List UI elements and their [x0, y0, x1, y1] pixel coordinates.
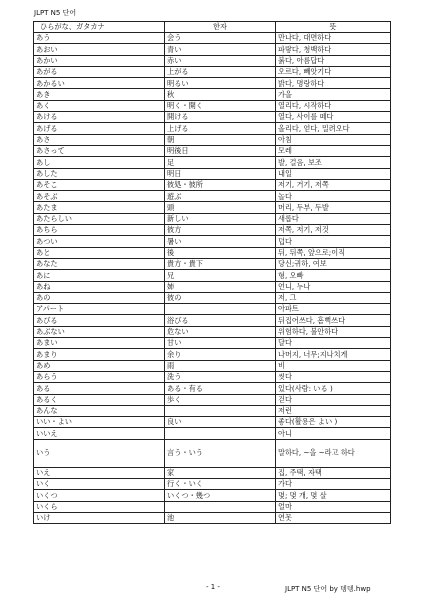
cell-meaning: 걷다 — [276, 394, 391, 405]
cell-kana: あかるい — [34, 78, 165, 89]
column-header-kanji: 한자 — [165, 22, 276, 33]
table-row — [34, 512, 391, 523]
cell-meaning: 파랗다, 청백하다 — [276, 44, 391, 55]
cell-meaning: 말하다, ~을 ~라고 하다 — [276, 439, 391, 467]
cell-meaning: 열리다, 시작하다 — [276, 100, 391, 111]
cell-kana: いくら — [34, 501, 165, 512]
cell-kana: あう — [34, 33, 165, 44]
table-row — [34, 191, 391, 202]
cell-kanji: 頭 — [165, 202, 276, 213]
table-row — [34, 247, 391, 258]
cell-kana: いい・よい — [34, 417, 165, 428]
cell-meaning: 얼마 — [276, 501, 391, 512]
cell-meaning: 아침 — [276, 134, 391, 145]
cell-meaning: 놀다 — [276, 191, 391, 202]
page-number: - 1 - — [206, 583, 220, 591]
cell-kanji: 良い — [165, 417, 276, 428]
table-row — [34, 417, 391, 428]
table-row — [34, 213, 391, 224]
table-row — [34, 55, 391, 66]
cell-meaning: 저쪽, 저기, 저것 — [276, 225, 391, 236]
cell-kanji: 会う — [165, 33, 276, 44]
table-row — [34, 123, 391, 134]
cell-kanji: 雨 — [165, 360, 276, 371]
table-row — [34, 371, 391, 382]
table-row — [34, 405, 391, 416]
cell-kanji: 家 — [165, 467, 276, 478]
cell-kana: あたらしい — [34, 213, 165, 224]
column-header-meaning: 뜻 — [276, 22, 391, 33]
table-row — [34, 338, 391, 349]
table-row — [34, 467, 391, 478]
cell-kana: あげる — [34, 123, 165, 134]
cell-kana: あく — [34, 100, 165, 111]
table-row — [34, 258, 391, 269]
cell-kana: あさ — [34, 134, 165, 145]
vocabulary-table — [33, 21, 391, 524]
cell-kana: いくつ — [34, 490, 165, 501]
table-row — [34, 66, 391, 77]
table-row — [34, 112, 391, 123]
footer-source: JLPT N5 단어 by 뎅뎅.hwp — [285, 585, 371, 593]
cell-kanji: 姉 — [165, 281, 276, 292]
table-row — [34, 134, 391, 145]
table-row — [34, 304, 391, 315]
cell-kanji: 明く・開く — [165, 100, 276, 111]
cell-meaning: 씻다 — [276, 371, 391, 382]
table-row — [34, 100, 391, 111]
table-row — [34, 501, 391, 512]
cell-kana: あそこ — [34, 179, 165, 190]
cell-kanji: 遊ぶ — [165, 191, 276, 202]
cell-kanji: 上がる — [165, 66, 276, 77]
cell-kanji: 足 — [165, 157, 276, 168]
cell-kana: あける — [34, 112, 165, 123]
cell-meaning: 몇; 몇 개, 몇 살 — [276, 490, 391, 501]
cell-kanji: 後 — [165, 247, 276, 258]
cell-meaning: 형, 오빠 — [276, 270, 391, 281]
cell-meaning: 올리다, 얻다, 밀려오다 — [276, 123, 391, 134]
cell-kanji: 浴びる — [165, 315, 276, 326]
table-row — [34, 236, 391, 247]
table-row — [34, 89, 391, 100]
cell-kana: あおい — [34, 44, 165, 55]
cell-meaning: 있다(사람: いる ) — [276, 383, 391, 394]
cell-kanji: 開ける — [165, 112, 276, 123]
table-row — [34, 478, 391, 489]
cell-kanji: 彼処・彼所 — [165, 179, 276, 190]
cell-kanji: 新しい — [165, 213, 276, 224]
table-row — [34, 490, 391, 501]
cell-kanji: 言う・いう — [165, 439, 276, 467]
cell-meaning: 오르다, 빼앗기다 — [276, 66, 391, 77]
cell-kanji — [165, 304, 276, 315]
table-row — [34, 394, 391, 405]
table-row — [34, 428, 391, 439]
table-row — [34, 281, 391, 292]
cell-kana: あさって — [34, 145, 165, 156]
cell-kanji: 上げる — [165, 123, 276, 134]
cell-meaning: 밝다, 명랑하다 — [276, 78, 391, 89]
cell-kana: あの — [34, 292, 165, 303]
cell-kana: あなた — [34, 258, 165, 269]
cell-kana: ある — [34, 383, 165, 394]
cell-kana: あんな — [34, 405, 165, 416]
cell-meaning: 모레 — [276, 145, 391, 156]
cell-meaning: 머리, 두부, 두발 — [276, 202, 391, 213]
cell-kana: あそぶ — [34, 191, 165, 202]
cell-kana: あき — [34, 89, 165, 100]
column-header-kana: ひらがな、ガタカナ — [34, 22, 165, 33]
cell-meaning: 저, 그 — [276, 292, 391, 303]
cell-meaning: 열다, 사이를 떼다 — [276, 112, 391, 123]
cell-kanji: 歩く — [165, 394, 276, 405]
table-row — [34, 202, 391, 213]
cell-kana: あらう — [34, 371, 165, 382]
table-row — [34, 383, 391, 394]
cell-kana: あびる — [34, 315, 165, 326]
cell-kanji: ある・有る — [165, 383, 276, 394]
cell-meaning: 나머지, 너무;지나치게 — [276, 349, 391, 360]
cell-kanji — [165, 405, 276, 416]
cell-kana: あし — [34, 157, 165, 168]
cell-kanji: 彼方 — [165, 225, 276, 236]
cell-kanji: 余り — [165, 349, 276, 360]
cell-meaning: 아니 — [276, 428, 391, 439]
cell-kanji: 彼の — [165, 292, 276, 303]
table-row — [34, 270, 391, 281]
cell-meaning: 덥다 — [276, 236, 391, 247]
cell-kana: アパート — [34, 304, 165, 315]
cell-meaning: 집, 주택, 자택 — [276, 467, 391, 478]
cell-kanji — [165, 428, 276, 439]
cell-kana: いく — [34, 478, 165, 489]
cell-kana: あと — [34, 247, 165, 258]
cell-kana: いいえ — [34, 428, 165, 439]
cell-meaning: 뒤집어쓰다, 흠뻑쓰다 — [276, 315, 391, 326]
cell-kanji: 洗う — [165, 371, 276, 382]
table-row — [34, 179, 391, 190]
cell-kana: いえ — [34, 467, 165, 478]
cell-kana: いけ — [34, 512, 165, 523]
cell-meaning: 뒤, 뒤쪽, 앞으로;이직 — [276, 247, 391, 258]
cell-meaning: 비 — [276, 360, 391, 371]
cell-kana: あね — [34, 281, 165, 292]
cell-meaning: 새롭다 — [276, 213, 391, 224]
cell-meaning: 만나다, 대면하다 — [276, 33, 391, 44]
table-row — [34, 349, 391, 360]
cell-kana: あがる — [34, 66, 165, 77]
table-row — [34, 145, 391, 156]
table-row — [34, 315, 391, 326]
cell-meaning: 연못 — [276, 512, 391, 523]
cell-kanji: 行く・いく — [165, 478, 276, 489]
cell-kana: あに — [34, 270, 165, 281]
cell-kanji: 朝 — [165, 134, 276, 145]
document-title: JLPT N5 단어 — [34, 9, 77, 17]
cell-kana: あちら — [34, 225, 165, 236]
cell-kanji: 兄 — [165, 270, 276, 281]
cell-kanji: 秋 — [165, 89, 276, 100]
table-row — [34, 33, 391, 44]
table-row — [34, 168, 391, 179]
cell-kana: あるく — [34, 394, 165, 405]
cell-kanji: 赤い — [165, 55, 276, 66]
cell-meaning: 발, 걸음, 보조 — [276, 157, 391, 168]
cell-kanji: いくつ・幾つ — [165, 490, 276, 501]
cell-kanji: 危ない — [165, 326, 276, 337]
cell-kana: あたま — [34, 202, 165, 213]
table-header-row — [34, 22, 391, 33]
cell-kana: あぶない — [34, 326, 165, 337]
cell-kana: あまり — [34, 349, 165, 360]
cell-kanji: 明るい — [165, 78, 276, 89]
cell-meaning: 붉다, 아름답다 — [276, 55, 391, 66]
cell-kanji: 暑い — [165, 236, 276, 247]
cell-kana: いう — [34, 439, 165, 467]
cell-kanji: 明後日 — [165, 145, 276, 156]
cell-kana: あまい — [34, 338, 165, 349]
cell-meaning: 아파트 — [276, 304, 391, 315]
cell-meaning: 좋다(활용은 よい ) — [276, 417, 391, 428]
cell-kanji: 貴方・貴下 — [165, 258, 276, 269]
cell-kana: あかい — [34, 55, 165, 66]
cell-meaning: 위험하다, 불안하다 — [276, 326, 391, 337]
table-row — [34, 439, 391, 467]
table-row — [34, 225, 391, 236]
table-row — [34, 78, 391, 89]
cell-kanji: 青い — [165, 44, 276, 55]
table-body — [34, 33, 391, 524]
cell-meaning: 언니, 누나 — [276, 281, 391, 292]
cell-meaning: 저런 — [276, 405, 391, 416]
cell-meaning: 달다 — [276, 338, 391, 349]
cell-kana: あめ — [34, 360, 165, 371]
cell-meaning: 가다 — [276, 478, 391, 489]
cell-kanji: 甘い — [165, 338, 276, 349]
table-row — [34, 326, 391, 337]
cell-kanji: 池 — [165, 512, 276, 523]
table-row — [34, 157, 391, 168]
cell-meaning: 내일 — [276, 168, 391, 179]
cell-meaning: 가을 — [276, 89, 391, 100]
cell-kana: あした — [34, 168, 165, 179]
cell-kanji — [165, 501, 276, 512]
table-row — [34, 292, 391, 303]
table-row — [34, 360, 391, 371]
cell-meaning: 저기, 거기, 저쪽 — [276, 179, 391, 190]
cell-kana: あつい — [34, 236, 165, 247]
cell-kanji: 明日 — [165, 168, 276, 179]
cell-meaning: 당신;귀하, 여보 — [276, 258, 391, 269]
table-row — [34, 44, 391, 55]
